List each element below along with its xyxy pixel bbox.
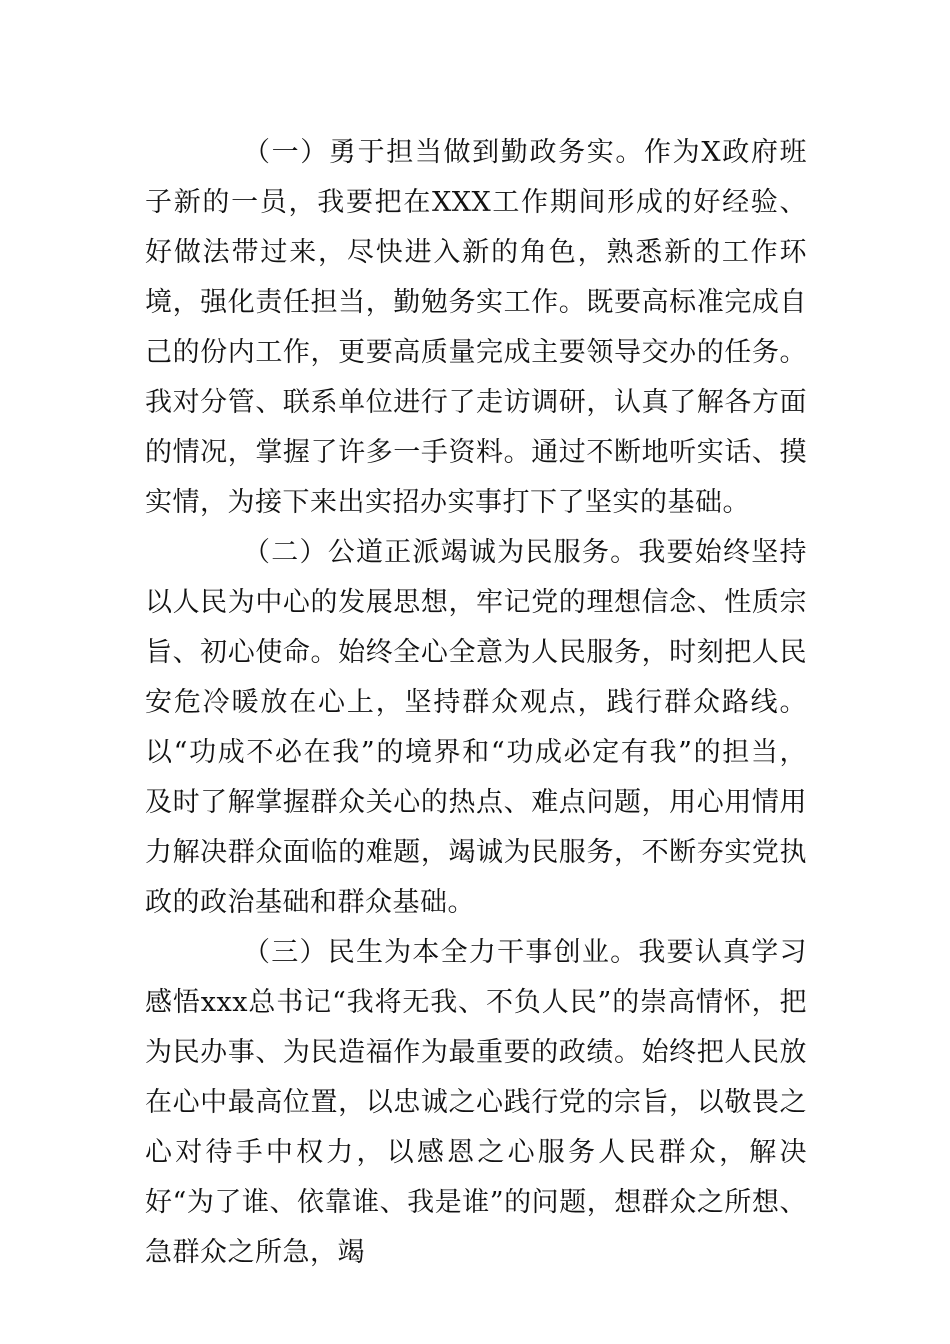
- document-body: [145, 128, 807, 1278]
- paragraph-2: （二）公道正派竭诚为民服务。我要始终坚持以人民为中心的发展思想，牢记党的理想信念、性质宗旨、初心使命。始终全心全意为人民服务，时刻把人民安危冷暖放在心上，坚持群众观点，践行群众路线。以“功成不必在我”的境界和“功成必定有我”的担当，及时了解掌握群众关心的热点、难点问题，用心用情用力解决群众面临的难题，竭诚为民服务，不断夯实党执政的政治基础和群众基础。: [145, 537, 807, 918]
- paragraph-1: （一）勇于担当做到勤政务实。作为X政府班子新的一员，我要把在XXX工作期间形成的好经验、好做法带过来，尽快进入新的角色，熟悉新的工作环境，强化责任担当，勤勉务实工作。既要高标准完成自己的份内工作，更要高质量完成主要领导交办的任务。我对分管、联系单位进行了走访调研，认真了解各方面的情况，掌握了许多一手资料。通过不断地听实话、摸实情，为接下来出实招办实事打下了坚实的基础。: [145, 137, 807, 518]
- paragraph-3: （三）民生为本全力干事创业。我要认真学习感悟xxx总书记“我将无我、不负人民”的崇高情怀，把为民办事、为民造福作为最重要的政绩。始终把人民放在心中最高位置，以忠诚之心践行党的宗旨，以敬畏之心对待手中权力，以感恩之心服务人民群众，解决好“为了谁、依靠谁、我是谁”的问题，想群众之所想、急群众之所急，竭: [145, 937, 807, 1268]
